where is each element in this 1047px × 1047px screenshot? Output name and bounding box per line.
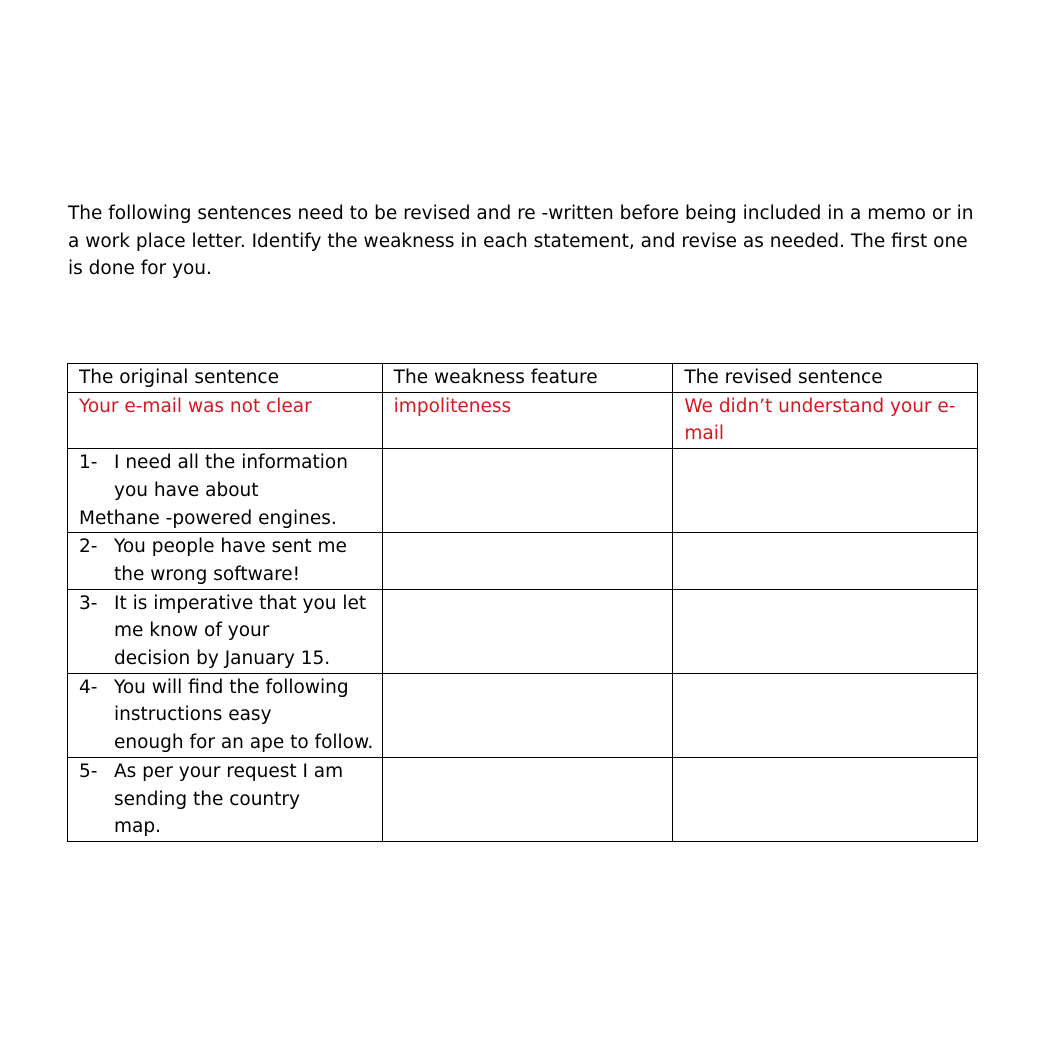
row-text-line: enough for an ape to follow. bbox=[114, 732, 374, 754]
row-3-original bbox=[68, 589, 383, 673]
example-row bbox=[68, 392, 978, 448]
row-3-revised[interactable] bbox=[673, 589, 978, 673]
row-text-line: You will find the following bbox=[114, 676, 349, 698]
header-weakness: The weakness feature bbox=[382, 364, 673, 393]
example-weakness: impoliteness bbox=[382, 392, 673, 448]
row-text-line: instructions easy bbox=[114, 704, 272, 726]
row-text-line: decision by January 15. bbox=[114, 648, 331, 670]
row-text-line: Methane -powered engines. bbox=[79, 507, 337, 529]
table-row bbox=[68, 589, 978, 673]
row-text-line: It is imperative that you let bbox=[114, 592, 367, 614]
row-2-original bbox=[68, 533, 383, 589]
instructions-paragraph: The following sentences need to be revised and re -written before being included in a memo or in a work place letter. Identify the weakness in each statement, and revise as needed. The first one is done for you. bbox=[68, 203, 974, 280]
row-number: 4- bbox=[79, 676, 98, 698]
header-original: The original sentence bbox=[68, 364, 383, 393]
row-number: 5- bbox=[79, 760, 98, 782]
row-5-weakness[interactable] bbox=[382, 757, 673, 841]
row-3-weakness[interactable] bbox=[382, 589, 673, 673]
row-text-line: I need all the information bbox=[114, 452, 348, 474]
row-2-weakness[interactable] bbox=[382, 533, 673, 589]
row-number: 1- bbox=[79, 452, 98, 474]
row-text-line: You people have sent me bbox=[114, 536, 347, 558]
table-header-row bbox=[68, 364, 978, 393]
example-revised-line2: mail bbox=[684, 423, 724, 445]
row-1-revised[interactable] bbox=[673, 449, 978, 533]
row-5-original bbox=[68, 757, 383, 841]
row-text-line: map. bbox=[114, 816, 161, 838]
row-1-weakness[interactable] bbox=[382, 449, 673, 533]
table-row bbox=[68, 449, 978, 533]
row-5-revised[interactable] bbox=[673, 757, 978, 841]
row-text-line: me know of your bbox=[114, 620, 270, 642]
row-4-weakness[interactable] bbox=[382, 673, 673, 757]
table-row bbox=[68, 673, 978, 757]
example-revised-line1: We didn’t understand your e- bbox=[684, 395, 956, 417]
table-row bbox=[68, 757, 978, 841]
header-revised: The revised sentence bbox=[673, 364, 978, 393]
table-row bbox=[68, 533, 978, 589]
row-1-original bbox=[68, 449, 383, 533]
row-text-line: you have about bbox=[114, 479, 259, 501]
example-revised bbox=[673, 392, 978, 448]
row-number: 2- bbox=[79, 536, 98, 558]
row-number: 3- bbox=[79, 592, 98, 614]
row-4-original bbox=[68, 673, 383, 757]
row-text-line: sending the country bbox=[114, 788, 300, 810]
row-text-line: As per your request I am bbox=[114, 760, 344, 782]
exercise-table bbox=[67, 363, 978, 842]
example-original: Your e-mail was not clear bbox=[68, 392, 383, 448]
row-text-line: the wrong software! bbox=[114, 563, 301, 585]
row-2-revised[interactable] bbox=[673, 533, 978, 589]
row-4-revised[interactable] bbox=[673, 673, 978, 757]
